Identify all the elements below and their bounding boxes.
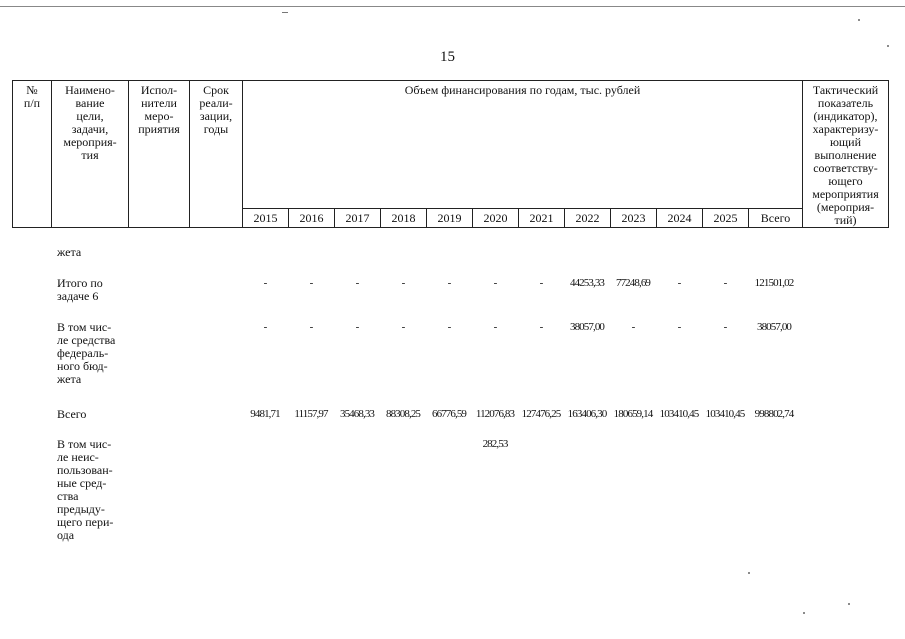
cell-value: - <box>309 277 313 289</box>
cell-value: 66776,59 <box>431 408 467 420</box>
cell-value: 38057,00 <box>569 321 605 333</box>
cell-value: 121501,02 <box>754 277 794 289</box>
cell-value: - <box>493 277 497 289</box>
year-header: Всего <box>749 209 803 228</box>
cell-value: - <box>723 321 727 333</box>
cell-value: - <box>355 277 359 289</box>
cell-value: - <box>309 321 313 333</box>
cell-value: 44253,33 <box>569 277 605 289</box>
cell-value: 11157,97 <box>294 408 328 420</box>
header-indicator: Тактический показатель (индикатор), характеризу- ющий выполнение соответству- ющего мероприятия (мероприя- тий) <box>803 81 889 228</box>
cell-value: - <box>631 321 635 333</box>
cell-value: 112076,83 <box>475 408 515 420</box>
cell-value: - <box>401 277 405 289</box>
top-rule <box>0 6 905 7</box>
scan-speck <box>848 603 850 605</box>
header-num: № п/п <box>13 81 52 228</box>
cell-value: - <box>447 321 451 333</box>
year-header: 2019 <box>427 209 473 228</box>
year-header: 2016 <box>289 209 335 228</box>
cell-value: 38057,00 <box>756 321 792 333</box>
cell-value: - <box>539 321 543 333</box>
cell-value: - <box>677 321 681 333</box>
cell-value: 127476,25 <box>521 408 561 420</box>
year-header: 2015 <box>243 209 289 228</box>
cell-value: - <box>263 277 267 289</box>
cell-value: 103410,45 <box>705 408 745 420</box>
cell-value: 9481,71 <box>250 408 280 420</box>
row-label: жета <box>57 245 82 259</box>
year-header: 2017 <box>335 209 381 228</box>
header-table <box>12 80 889 228</box>
row-label: Итого по задаче 6 <box>57 276 103 303</box>
cell-value: - <box>447 277 451 289</box>
page-number: 15 <box>440 49 455 65</box>
year-header: 2021 <box>519 209 565 228</box>
cell-value: - <box>355 321 359 333</box>
scan-speck <box>748 572 750 574</box>
cell-value: 77248,69 <box>615 277 651 289</box>
scan-speck <box>858 19 860 21</box>
header-name: Наимено- вание цели, задачи, мероприя- тия <box>52 81 129 228</box>
scan-speck <box>803 612 805 614</box>
header-executors: Испол- нители меро- приятия <box>129 81 190 228</box>
cell-value: - <box>263 321 267 333</box>
row-label: В том чис- ле средства федераль- ного бюд- жета <box>57 320 116 386</box>
cell-value: - <box>493 321 497 333</box>
row-label: Всего <box>57 407 87 421</box>
cell-value: 103410,45 <box>659 408 699 420</box>
year-header: 2025 <box>703 209 749 228</box>
year-header: 2023 <box>611 209 657 228</box>
cell-value: - <box>401 321 405 333</box>
cell-value: 163406,30 <box>567 408 607 420</box>
cell-value: 180659,14 <box>613 408 653 420</box>
header-finance: Объем финансирования по годам, тыс. рублей <box>243 81 803 209</box>
scan-speck <box>887 45 889 47</box>
year-header: 2020 <box>473 209 519 228</box>
cell-value: 282,53 <box>482 438 508 450</box>
cell-value: - <box>677 277 681 289</box>
row-label: В том чис- ле неис- пользован- ные сред- ства предыду- щего пери- ода <box>57 437 114 542</box>
header-term: Срок реали- зации, годы <box>190 81 243 228</box>
year-header: 2018 <box>381 209 427 228</box>
year-header: 2024 <box>657 209 703 228</box>
cell-value: - <box>539 277 543 289</box>
cell-value: 998802,74 <box>754 408 794 420</box>
cell-value: 35468,33 <box>339 408 375 420</box>
cell-value: 88308,25 <box>385 408 421 420</box>
cell-value: - <box>723 277 727 289</box>
year-header: 2022 <box>565 209 611 228</box>
top-dash <box>282 12 288 13</box>
